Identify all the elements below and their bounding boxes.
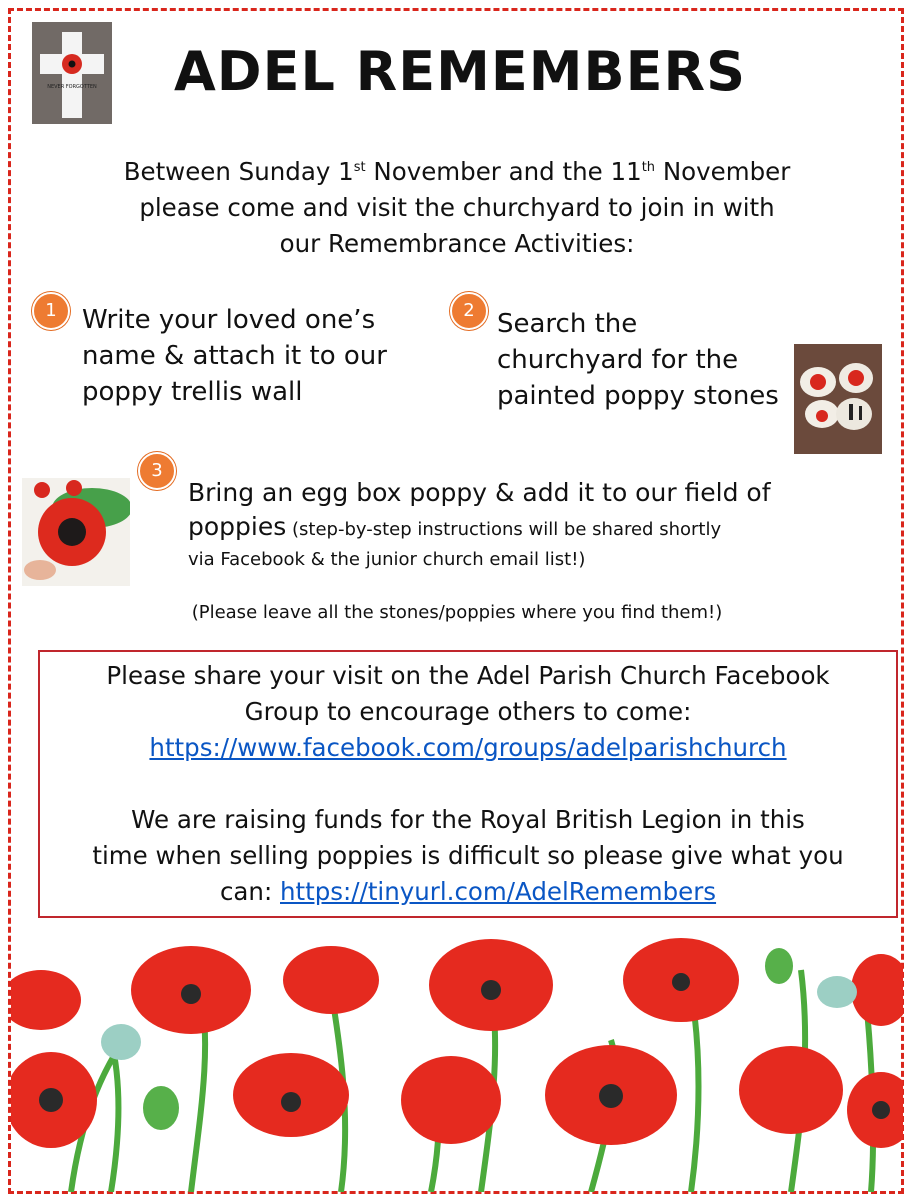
poppy-field-illustration [11, 930, 903, 1192]
donation-link[interactable]: https://tinyurl.com/AdelRemembers [280, 877, 717, 906]
activity-2-text: Search the churchyard for the painted poppy stones [497, 309, 779, 411]
painted-stones-photo [794, 344, 882, 454]
badge-text: NEVER FORGOTTEN [47, 84, 97, 90]
activity-3-text: Bring an egg box poppy & add it to our field of poppies (step-by-step instructions will be shared shortly via Facebook & the junior church email list!) [188, 478, 771, 570]
intro-text: Between Sunday 1st November and the 11th November please come and visit the churchyard to join in with our Remembrance Activities: [123, 157, 791, 259]
page-title: ADEL REMEMBERS [173, 40, 747, 103]
activity-number-3: 3 [138, 452, 176, 490]
activity-1-text: Write your loved one’s name & attach it to our poppy trellis wall [82, 305, 387, 407]
remembrance-cross-badge [32, 22, 112, 124]
activity-number-2: 2 [450, 292, 488, 330]
activity-number-1: 1 [32, 292, 70, 330]
share-visit-box: Please share your visit on the Adel Parish Church Facebook Group to encourage others to come: https://www.facebook.com/groups/adelparishchurch We are raising funds for the Royal British Legion in this time when selling poppies is difficult so please give what you can: https://tinyurl.com/AdelRemembers [38, 650, 898, 918]
leave-stones-note: (Please leave all the stones/poppies where you find them!) [191, 602, 723, 623]
egg-box-poppy-photo [22, 478, 130, 586]
facebook-group-link[interactable]: https://www.facebook.com/groups/adelparishchurch [149, 733, 787, 762]
